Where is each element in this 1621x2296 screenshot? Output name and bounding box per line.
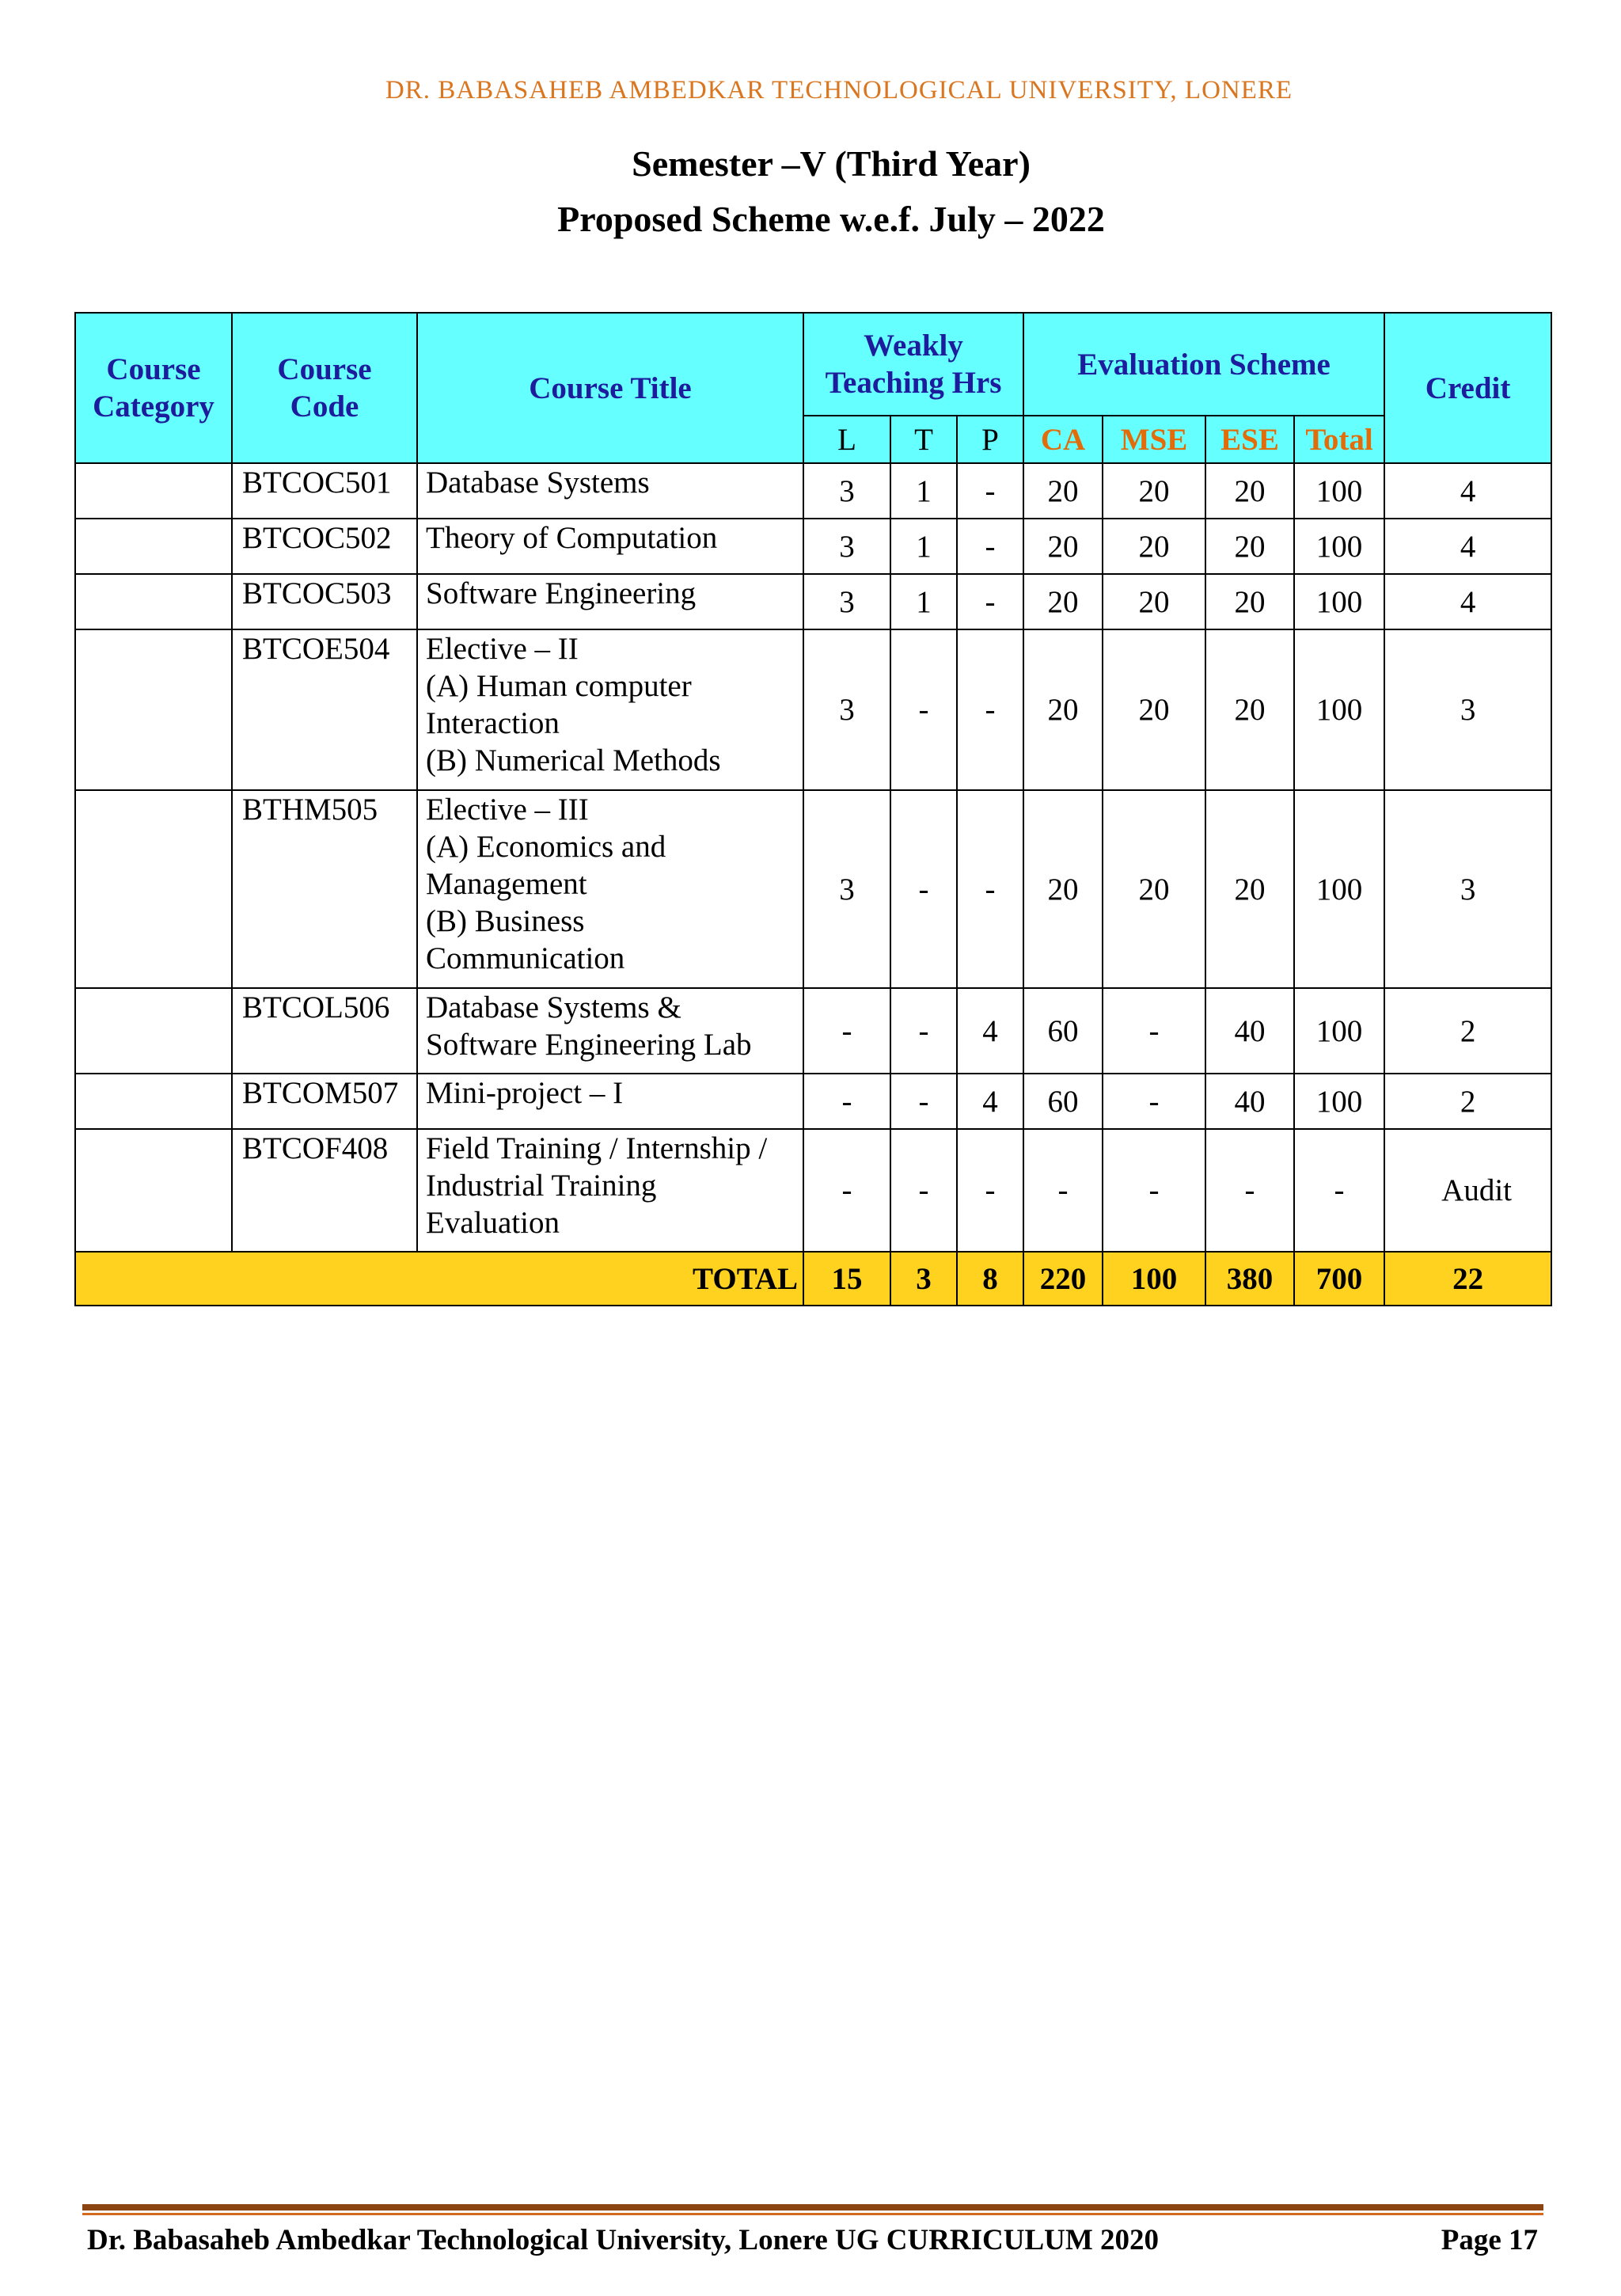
header-credit: Credit [1384,313,1551,463]
ese-cell: - [1205,1129,1294,1252]
ca-cell: 60 [1023,988,1103,1074]
course-category-cell [75,1129,232,1252]
ese-cell: 20 [1205,790,1294,988]
course-code-cell: BTCOM507 [232,1074,417,1129]
total-credit: 22 [1384,1252,1551,1306]
course-title-line: Management [426,867,587,901]
total-cell: 100 [1294,629,1384,790]
l-cell: 3 [803,629,890,790]
course-category-cell [75,629,232,790]
course-title-cell [417,519,803,574]
ese-cell: 40 [1205,988,1294,1074]
ese-cell: 20 [1205,519,1294,574]
ca-cell: 20 [1023,519,1103,574]
course-code-cell: BTCOE504 [232,629,417,790]
table-row [75,463,1551,519]
total-p: 8 [957,1252,1023,1306]
l-cell: 3 [803,519,890,574]
total-total: 700 [1294,1252,1384,1306]
t-cell: - [890,988,957,1074]
course-code-cell: BTHM505 [232,790,417,988]
course-title-line: Database Systems [426,466,650,500]
course-title-line: Industrial Training [426,1169,657,1203]
mse-cell: 20 [1103,574,1205,629]
table-row [75,574,1551,629]
course-title-cell [417,1129,803,1252]
total-t: 3 [890,1252,957,1306]
university-header: DR. BABASAHEB AMBEDKAR TECHNOLOGICAL UNIVERSITY, LONERE [385,76,1293,105]
course-code-cell: BTCOF408 [232,1129,417,1252]
course-title-line: Elective – III [426,793,589,827]
mse-cell: 20 [1103,519,1205,574]
course-title-cell [417,463,803,519]
ese-cell: 20 [1205,574,1294,629]
p-cell: - [957,629,1023,790]
l-cell: 3 [803,463,890,519]
course-code-cell: BTCOC503 [232,574,417,629]
total-l: 15 [803,1252,890,1306]
table-row [75,1129,1551,1252]
ca-cell: 20 [1023,629,1103,790]
table-row [75,519,1551,574]
header-teaching-hrs: Weakly Teaching Hrs [803,313,1023,416]
l-cell: - [803,1129,890,1252]
scheme-title: Proposed Scheme w.e.f. July – 2022 [557,199,1105,239]
total-cell: 100 [1294,574,1384,629]
total-cell: 100 [1294,463,1384,519]
l-cell: - [803,1074,890,1129]
course-title-line: (B) Numerical Methods [426,743,721,777]
footer-rule-thin [82,2213,1543,2215]
l-cell: 3 [803,790,890,988]
course-category-cell [75,463,232,519]
t-cell: 1 [890,519,957,574]
total-label: TOTAL [75,1252,803,1306]
course-title-line: Interaction [426,706,560,740]
header-l: L [803,416,890,463]
course-title-line: Mini-project – I [426,1076,624,1110]
ca-cell: 20 [1023,463,1103,519]
t-cell: 1 [890,574,957,629]
footer-text: Dr. Babasaheb Ambedkar Technological University, Lonere UG CURRICULUM 2020 [87,2224,1160,2256]
header-mse: MSE [1103,416,1205,463]
credit-cell: 2 [1384,988,1551,1074]
course-category-cell [75,790,232,988]
course-title-line: Communication [426,941,625,975]
total-row [75,1252,1551,1306]
course-title-line: Database Systems & [426,990,681,1024]
table-row [75,629,1551,790]
course-code-cell: BTCOC501 [232,463,417,519]
ca-cell: 20 [1023,574,1103,629]
header-p: P [957,416,1023,463]
total-mse: 100 [1103,1252,1205,1306]
course-title-line: Software Engineering [426,576,697,610]
header-t: T [890,416,957,463]
course-title-line: Field Training / Internship / [426,1131,768,1165]
credit-cell: Audit [1384,1129,1551,1252]
course-code-cell: BTCOC502 [232,519,417,574]
total-cell: 100 [1294,519,1384,574]
semester-title: Semester –V (Third Year) [632,143,1031,184]
p-cell: 4 [957,1074,1023,1129]
mse-cell: 20 [1103,790,1205,988]
header-course-title: Course Title [417,313,803,463]
header-course-category: Course Category [75,313,232,463]
course-title-cell [417,1074,803,1129]
credit-cell: 3 [1384,790,1551,988]
t-cell: 1 [890,463,957,519]
header-total: Total [1294,416,1384,463]
footer-rule [82,2204,1543,2210]
course-title-line: Software Engineering Lab [426,1028,752,1062]
header-ca: CA [1023,416,1103,463]
credit-cell: 4 [1384,519,1551,574]
header-course-code: Course Code [232,313,417,463]
total-cell: - [1294,1129,1384,1252]
l-cell: 3 [803,574,890,629]
p-cell: 4 [957,988,1023,1074]
ese-cell: 20 [1205,463,1294,519]
header-evaluation-scheme: Evaluation Scheme [1023,313,1384,416]
course-title-cell [417,790,803,988]
mse-cell: 20 [1103,629,1205,790]
ese-cell: 20 [1205,629,1294,790]
course-title-line: (A) Economics and [426,830,666,864]
t-cell: - [890,1074,957,1129]
page-number: Page 17 [1441,2224,1538,2256]
t-cell: - [890,1129,957,1252]
course-title-cell [417,574,803,629]
p-cell: - [957,1129,1023,1252]
course-category-cell [75,519,232,574]
p-cell: - [957,574,1023,629]
mse-cell: - [1103,1129,1205,1252]
credit-cell: 4 [1384,463,1551,519]
course-category-cell [75,988,232,1074]
course-title-line: Theory of Computation [426,521,718,555]
course-title-line: (A) Human computer [426,669,692,703]
course-title-cell [417,988,803,1074]
t-cell: - [890,629,957,790]
course-title-line: Evaluation [426,1206,560,1240]
p-cell: - [957,790,1023,988]
ese-cell: 40 [1205,1074,1294,1129]
course-category-cell [75,1074,232,1129]
course-title-line: (B) Business [426,904,585,938]
ca-cell: 60 [1023,1074,1103,1129]
p-cell: - [957,519,1023,574]
table-row [75,988,1551,1074]
ca-cell: - [1023,1129,1103,1252]
course-title-cell [417,629,803,790]
table-row [75,790,1551,988]
t-cell: - [890,790,957,988]
table-row [75,1074,1551,1129]
mse-cell: - [1103,1074,1205,1129]
ca-cell: 20 [1023,790,1103,988]
total-cell: 100 [1294,988,1384,1074]
total-cell: 100 [1294,1074,1384,1129]
course-title-line: Elective – II [426,632,579,666]
credit-cell: 2 [1384,1074,1551,1129]
header-ese: ESE [1205,416,1294,463]
total-ca: 220 [1023,1252,1103,1306]
credit-cell: 4 [1384,574,1551,629]
total-cell: 100 [1294,790,1384,988]
total-ese: 380 [1205,1252,1294,1306]
p-cell: - [957,463,1023,519]
course-code-cell: BTCOL506 [232,988,417,1074]
course-category-cell [75,574,232,629]
mse-cell: 20 [1103,463,1205,519]
l-cell: - [803,988,890,1074]
scheme-table [74,312,1552,1306]
credit-cell: 3 [1384,629,1551,790]
mse-cell: - [1103,988,1205,1074]
